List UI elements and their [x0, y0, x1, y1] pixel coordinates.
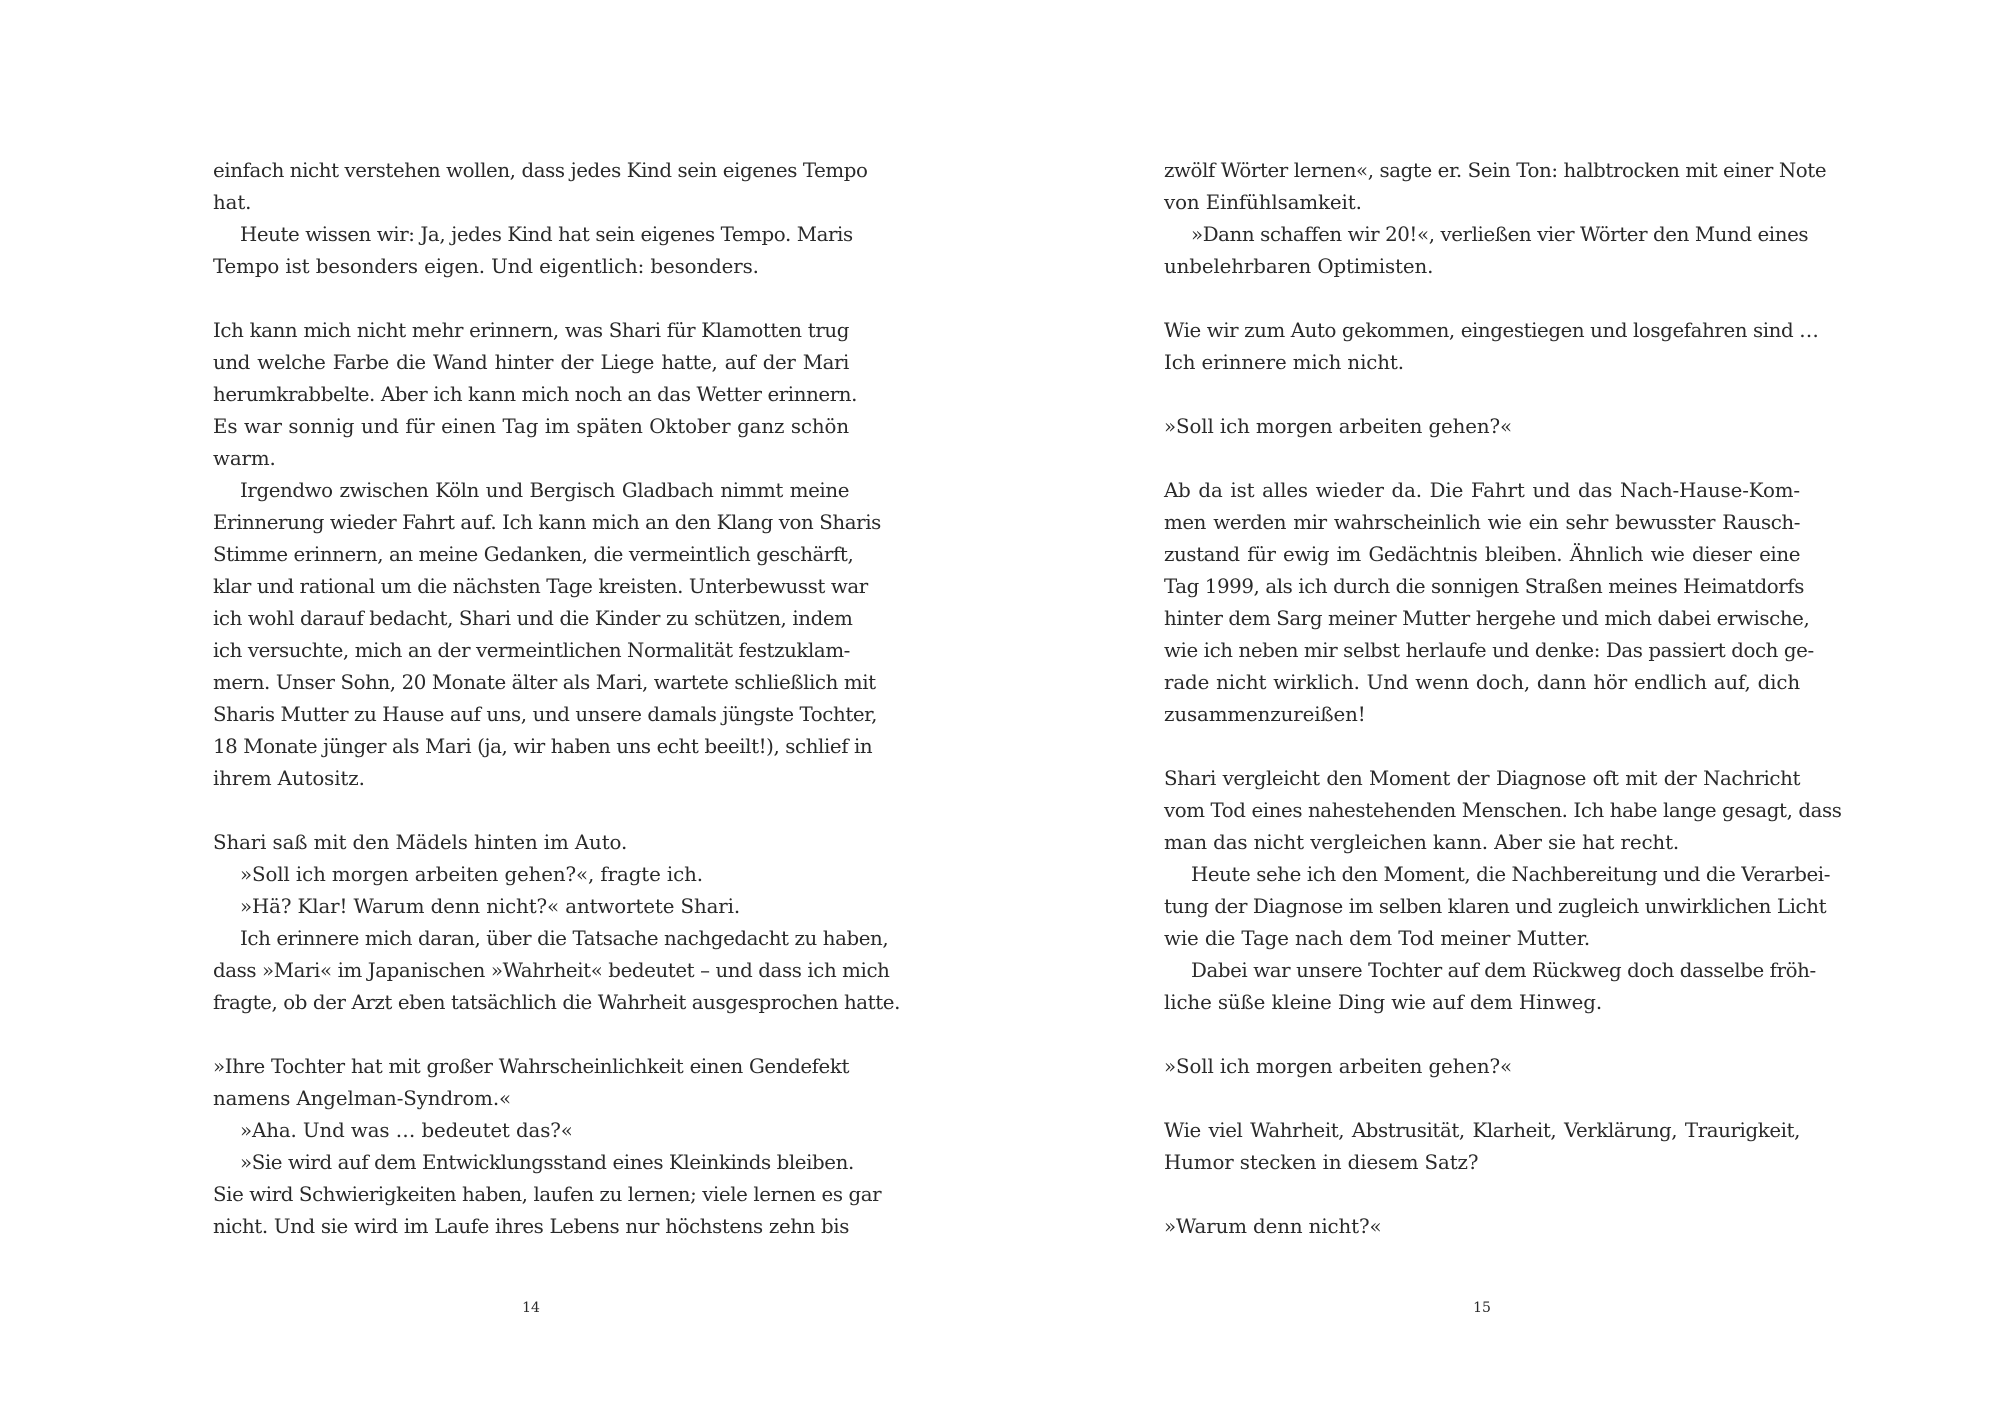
text-line: 18 Monate jünger als Mari (ja, wir haben uns echt beeilt!), schlief in: [213, 735, 873, 758]
text-line: »Ihre Tochter hat mit großer Wahrscheinlichkeit einen Gendefekt: [213, 1055, 849, 1078]
text-line: zustand für ewig im Gedächtnis bleiben. Ähnlich wie dieser eine: [1164, 543, 1800, 566]
text-line: Sie wird Schwierigkeiten haben, laufen zu lernen; viele lernen es gar: [213, 1183, 882, 1206]
text-line: ich versuchte, mich an der vermeintlichen Normalität festzuklam-: [213, 639, 850, 662]
text-line: Ab da ist alles wieder da. Die Fahrt und das Nach-Hause-Kom-: [1164, 479, 1800, 502]
text-line: Ich erinnere mich daran, über die Tatsache nachgedacht zu haben,: [240, 927, 889, 950]
text-line: vom Tod eines nahestehenden Menschen. Ich habe lange gesagt, dass: [1164, 799, 1842, 822]
text-line: Stimme erinnern, an meine Gedanken, die vermeintlich geschärft,: [213, 543, 854, 566]
text-line: Heute wissen wir: Ja, jedes Kind hat sein eigenes Tempo. Maris: [240, 223, 853, 246]
text-line: fragte, ob der Arzt eben tatsächlich die Wahrheit ausgesprochen hatte.: [213, 991, 900, 1014]
text-line: Es war sonnig und für einen Tag im späten Oktober ganz schön: [213, 415, 849, 438]
text-line: von Einfühlsamkeit.: [1164, 191, 1362, 214]
text-line: men werden mir wahrscheinlich wie ein sehr bewusster Rausch-: [1164, 511, 1800, 534]
text-line: »Soll ich morgen arbeiten gehen?«: [1164, 415, 1513, 438]
text-line: namens Angelman-Syndrom.«: [213, 1087, 512, 1110]
text-line: mern. Unser Sohn, 20 Monate älter als Mari, wartete schließlich mit: [213, 671, 876, 694]
text-line: wie die Tage nach dem Tod meiner Mutter.: [1164, 927, 1591, 950]
text-line: Ich erinnere mich nicht.: [1164, 351, 1404, 374]
left-page-text: [213, 155, 900, 1243]
text-line: Shari saß mit den Mädels hinten im Auto.: [213, 831, 628, 854]
text-line: »Hä? Klar! Warum denn nicht?« antwortete Shari.: [240, 895, 741, 918]
text-line: Heute sehe ich den Moment, die Nachbereitung und die Verarbei-: [1191, 863, 1830, 886]
text-line: liche süße kleine Ding wie auf dem Hinweg.: [1164, 991, 1603, 1014]
text-line: Wie viel Wahrheit, Abstrusität, Klarheit, Verklärung, Traurigkeit,: [1164, 1119, 1800, 1142]
text-line: unbelehrbaren Optimisten.: [1164, 255, 1434, 278]
text-line: und welche Farbe die Wand hinter der Liege hatte, auf der Mari: [213, 351, 849, 374]
text-line: ich wohl darauf bedacht, Shari und die Kinder zu schützen, indem: [213, 607, 853, 630]
text-line: man das nicht vergleichen kann. Aber sie hat recht.: [1164, 831, 1680, 854]
text-line: »Sie wird auf dem Entwicklungsstand eines Kleinkinds bleiben.: [240, 1151, 854, 1174]
text-line: Irgendwo zwischen Köln und Bergisch Gladbach nimmt meine: [240, 479, 849, 502]
text-line: wie ich neben mir selbst herlaufe und denke: Das passiert doch ge-: [1164, 639, 1814, 662]
text-line: zusammenzureißen!: [1164, 703, 1366, 726]
paragraph-gap: [1164, 731, 1800, 763]
text-line: Wie wir zum Auto gekommen, eingestiegen und losgefahren sind …: [1164, 319, 1819, 342]
text-line: nicht. Und sie wird im Laufe ihres Lebens nur höchstens zehn bis: [213, 1215, 849, 1238]
text-line: Tag 1999, als ich durch die sonnigen Straßen meines Heimatdorfs: [1164, 575, 1804, 598]
page-number: 15: [1473, 1300, 1491, 1316]
paragraph-gap: [1164, 1083, 1800, 1115]
paragraph-gap: [213, 795, 849, 827]
text-line: »Warum denn nicht?«: [1164, 1215, 1382, 1238]
text-line: dass »Mari« im Japanischen »Wahrheit« bedeutet – und dass ich mich: [213, 959, 890, 982]
paragraph-gap: [1164, 1019, 1800, 1051]
text-line: »Dann schaffen wir 20!«, verließen vier Wörter den Mund eines: [1191, 223, 1809, 246]
text-line: warm.: [213, 447, 276, 470]
right-page-text: [1164, 155, 1842, 1243]
paragraph-gap: [1164, 379, 1800, 411]
paragraph-gap: [1164, 1179, 1800, 1211]
text-line: Shari vergleicht den Moment der Diagnose oft mit der Nachricht: [1164, 767, 1800, 790]
text-line: Ich kann mich nicht mehr erinnern, was Shari für Klamotten trug: [213, 319, 849, 342]
text-line: »Soll ich morgen arbeiten gehen?«: [1164, 1055, 1513, 1078]
text-line: tung der Diagnose im selben klaren und zugleich unwirklichen Licht: [1164, 895, 1827, 918]
right-page: [1000, 0, 2000, 1414]
paragraph-gap: [213, 1019, 849, 1051]
text-line: Sharis Mutter zu Hause auf uns, und unsere damals jüngste Tochter,: [213, 703, 877, 726]
text-line: zwölf Wörter lernen«, sagte er. Sein Ton: halbtrocken mit einer Note: [1164, 159, 1827, 182]
text-line: klar und rational um die nächsten Tage kreisten. Unterbewusst war: [213, 575, 868, 598]
text-line: einfach nicht verstehen wollen, dass jedes Kind sein eigenes Tempo: [213, 159, 868, 182]
text-line: Humor stecken in diesem Satz?: [1164, 1151, 1479, 1174]
text-line: Dabei war unsere Tochter auf dem Rückweg doch dasselbe fröh-: [1191, 959, 1816, 982]
paragraph-gap: [1164, 443, 1800, 475]
text-line: Tempo ist besonders eigen. Und eigentlich: besonders.: [213, 255, 759, 278]
text-line: Erinnerung wieder Fahrt auf. Ich kann mich an den Klang von Sharis: [213, 511, 881, 534]
text-line: ihrem Autositz.: [213, 767, 365, 790]
text-line: rade nicht wirklich. Und wenn doch, dann hör endlich auf, dich: [1164, 671, 1800, 694]
text-line: herumkrabbelte. Aber ich kann mich noch an das Wetter erinnern.: [213, 383, 858, 406]
text-line: hat.: [213, 191, 252, 214]
text-line: »Soll ich morgen arbeiten gehen?«, fragte ich.: [240, 863, 703, 886]
paragraph-gap: [1164, 283, 1800, 315]
text-line: »Aha. Und was … bedeutet das?«: [240, 1119, 573, 1142]
paragraph-gap: [213, 283, 849, 315]
page-number: 14: [522, 1300, 540, 1316]
text-line: hinter dem Sarg meiner Mutter hergehe und mich dabei erwische,: [1164, 607, 1810, 630]
